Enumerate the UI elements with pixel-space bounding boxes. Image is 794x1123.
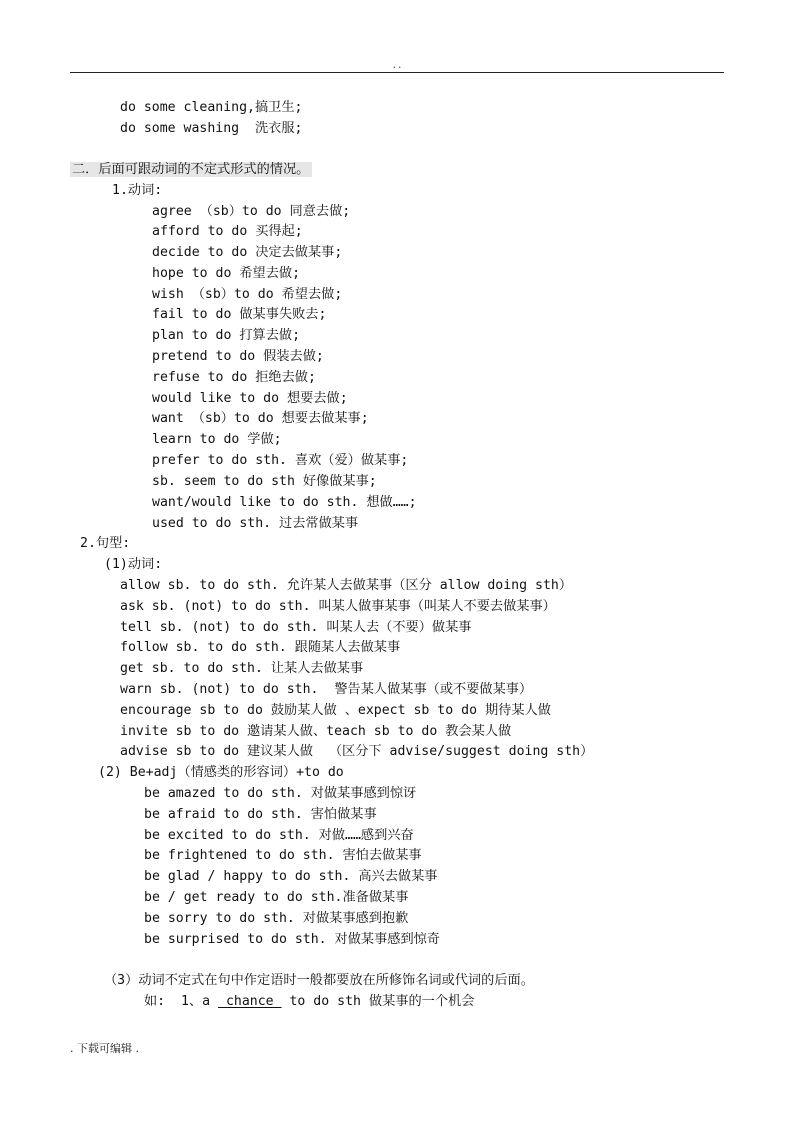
intro-line: do some cleaning,搞卫生; [120, 100, 303, 115]
pattern-item: get sb. to do sth. 让某人去做某事 [120, 661, 364, 676]
verb-item: pretend to do 假装去做; [152, 349, 324, 364]
adj-item: be glad / happy to do sth. 高兴去做某事 [144, 869, 438, 884]
sub2-title: 2.句型: [80, 536, 131, 551]
pattern-item: invite sb to do 邀请某人做、teach sb to do 教会某人做 [120, 724, 512, 739]
pattern-item: advise sb to do 建议某人做 （区分下 advise/suggest doing sth） [120, 744, 594, 759]
verb-item: wish （sb）to do 希望去做; [152, 287, 343, 302]
adj-item: be afraid to do sth. 害怕做某事 [144, 807, 377, 822]
verb-item: refuse to do 拒绝去做; [152, 370, 316, 385]
sub2-3-title: （3）动词不定式在句中作定语时一般都要放在所修饰名词或代词的后面。 [104, 973, 534, 988]
verb-item: decide to do 决定去做某事; [152, 245, 343, 260]
adj-item: be frightened to do sth. 害怕去做某事 [144, 848, 422, 863]
pattern-item: tell sb. (not) to do sth. 叫某人去（不要）做某事 [120, 620, 472, 635]
sub2-2-title: (2) Be+adj（情感类的形容词）+to do [98, 765, 344, 780]
adj-item: be surprised to do sth. 对做某事感到惊奇 [144, 932, 441, 947]
adj-item: be amazed to do sth. 对做某事感到惊讶 [144, 786, 417, 801]
example-underlined-word: chance [218, 994, 282, 1009]
pattern-item: allow sb. to do sth. 允许某人去做某事（区分 allow doing sth） [120, 578, 573, 593]
header-dots: .. [391, 61, 403, 71]
verb-item: want/would like to do sth. 想做……; [152, 495, 417, 510]
sub2-1-title: (1)动词: [104, 557, 163, 572]
verb-item: hope to do 希望去做; [152, 266, 301, 281]
example-prefix: 如: 1、a [144, 994, 219, 1009]
verb-item: prefer to do sth. 喜欢（爱）做某事; [152, 453, 409, 468]
footer-note: . 下载可编辑 . [70, 1042, 139, 1055]
verb-item: learn to do 学做; [152, 432, 282, 447]
pattern-item: warn sb. (not) to do sth. 警告某人做某事（或不要做某事） [120, 682, 533, 697]
adj-item: be excited to do sth. 对做……感到兴奋 [144, 828, 414, 843]
verb-item: fail to do 做某事失败去; [152, 307, 327, 322]
verb-item: plan to do 打算去做; [152, 328, 301, 343]
example-line [144, 994, 474, 1010]
section-heading [70, 162, 312, 178]
pattern-item: ask sb. (not) to do sth. 叫某人做事某事（叫某人不要去做某事） [120, 599, 556, 614]
verb-item: sb. seem to do sth 好像做某事; [152, 474, 377, 489]
verb-item: used to do sth. 过去常做某事 [152, 516, 359, 531]
pattern-item: encourage sb to do 鼓励某人做 、expect sb to do 期待某人做 [120, 703, 551, 718]
verb-item: want （sb）to do 想要去做某事; [152, 411, 369, 426]
verb-item: would like to do 想要去做; [152, 391, 348, 406]
intro-line: do some washing 洗衣服; [120, 121, 303, 136]
adj-item: be / get ready to do sth.准备做某事 [144, 890, 409, 905]
verb-item: afford to do 买得起; [152, 224, 303, 239]
pattern-item: follow sb. to do sth. 跟随某人去做某事 [120, 640, 401, 655]
sub1-title: 1.动词: [112, 183, 163, 198]
section-title: 二．后面可跟动词的不定式形式的情况。 [70, 162, 312, 177]
verb-item: agree （sb）to do 同意去做; [152, 204, 351, 219]
example-suffix: to do sth 做某事的一个机会 [281, 994, 475, 1009]
adj-item: be sorry to do sth. 对做某事感到抱歉 [144, 911, 409, 926]
header-rule [70, 72, 724, 73]
